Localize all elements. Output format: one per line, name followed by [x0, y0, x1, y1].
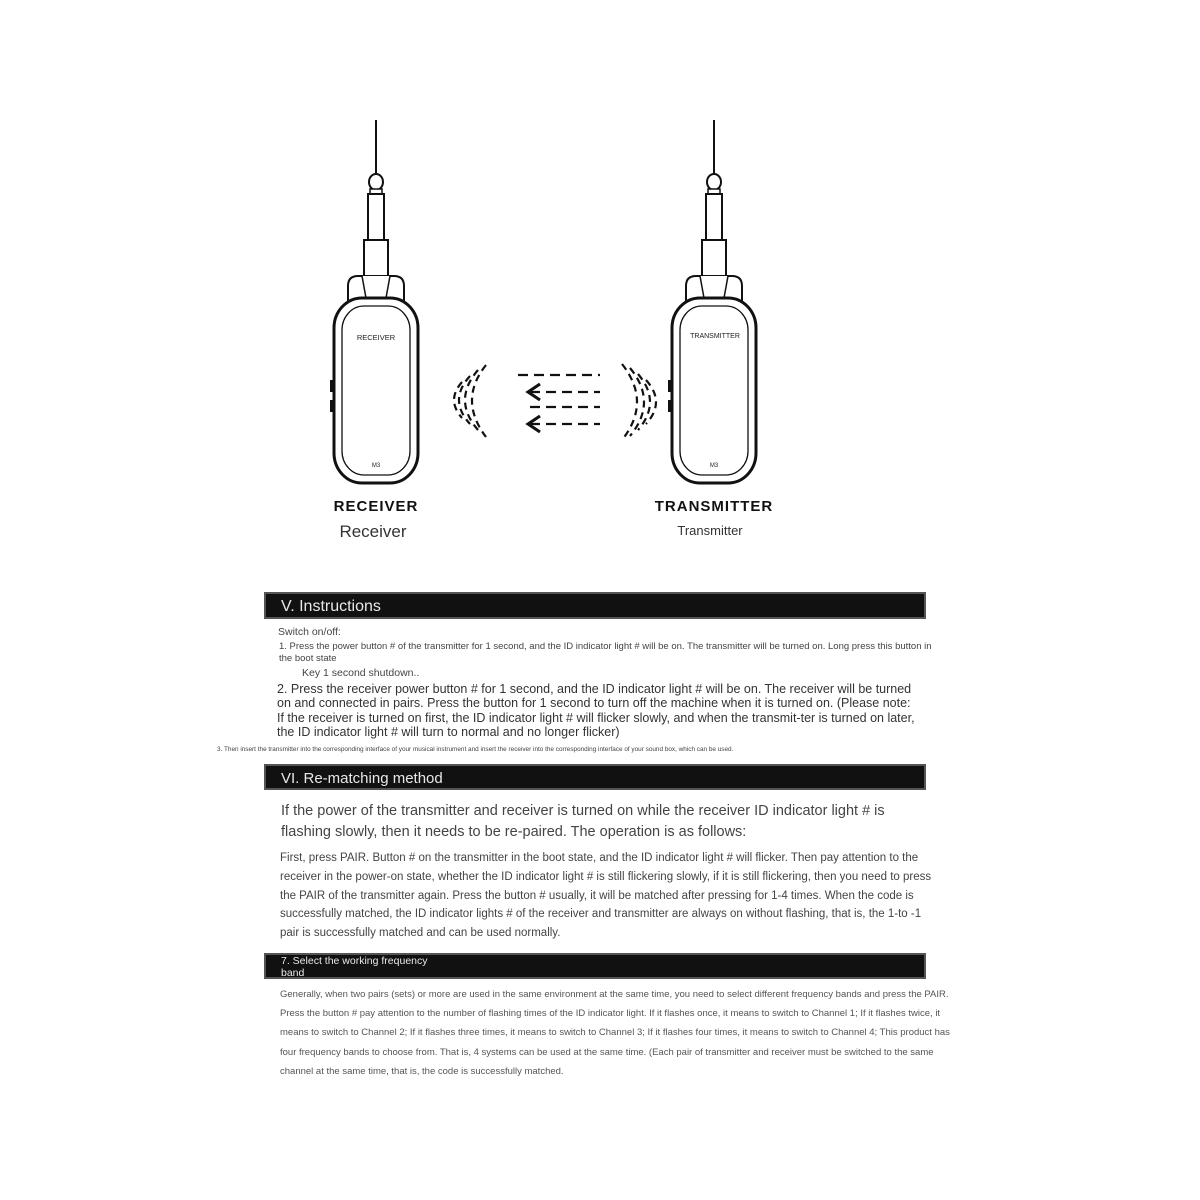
transmitter-sublabel: Transmitter: [677, 523, 743, 538]
transmitter-id-mark: M3: [709, 463, 719, 469]
step3-text: 3. Then insert the transmitter into the corresponding interface of your musical instrument and insert the receiver into the corresponding interface of your sound box, which can be used.: [217, 746, 734, 753]
receiver-device: [330, 120, 418, 483]
section7-heading-text: 7. Select the working frequency band: [281, 955, 428, 979]
receiver-signal-waves: [454, 365, 486, 437]
section7-heading: [264, 953, 926, 979]
transmitter-label: TRANSMITTER: [654, 498, 774, 515]
receiver-id-mark: M3: [371, 463, 381, 469]
section5-heading: V. Instructions: [264, 592, 926, 619]
step2-text: 2. Press the receiver power button # for 1 second, and the ID indicator light # will be on. The receiver will be turned on and connected in pairs. Press the button for 1 second to turn off the machine when it is turned on. (Please note: If the receiver is turned on first, the ID indicator light # will flicker slowly, and when the transmit-ter is turned on later, the ID indicator light # will turn to normal and no longer flicker): [277, 682, 915, 740]
receiver-label: RECEIVER: [333, 498, 419, 515]
step1-text: 1. Press the power button # of the transmitter for 1 second, and the ID indicator light # will be on. The transmitter will be turned on. Long press this button in the boot state: [279, 641, 932, 664]
section6-heading: VI. Re-matching method: [264, 764, 926, 790]
section7-body: Generally, when two pairs (sets) or more are used in the same environment at the same time, you need to select different frequency bands and press the PAIR. Press the button # pay attention to the number of flashing times of the ID indicator light. If it flashes once, it means to switch to Channel 1; If it flashes twice, it means to switch to Channel 2; If it flashes three times, it means to switch to Channel 3; If it flashes four times, it means to switch to Channel 4; This product has four frequency bands to choose from. That is, 4 systems can be used at the same time. (Each pair of transmitter and receiver must be switched to the same channel at the same time, that is, the code is successfully matched.: [280, 989, 950, 1077]
receiver-sublabel: Receiver: [339, 522, 407, 541]
step1-note: Key 1 second shutdown..: [302, 667, 420, 679]
transmitter-device: [668, 120, 756, 483]
switch-title: Switch on/off:: [278, 626, 341, 638]
section6-body: First, press PAIR. Button # on the transmitter in the boot state, and the ID indicator light # will flicker. Then pay attention to the receiver in the power-on state, whether the ID indicator light # is still flickering slowly, if it is still flickering, then you need to press the PAIR of the transmitter again. Press the button # usually, it will be matched after pressing for 1-4 times. When the code is successfully matched, the ID indicator lights # of the receiver and transmitter are always on without flashing, that is, the 1-to -1 pair is successfully matched and can be used normally.: [280, 852, 932, 940]
signal-arrows: [518, 375, 600, 432]
transmitter-body-text: TRANSMITTER: [690, 333, 740, 340]
receiver-body-text: RECEIVER: [356, 333, 396, 342]
transmitter-signal-waves: [622, 364, 656, 440]
devices-illustration: [0, 0, 1200, 560]
section6-intro: If the power of the transmitter and receiver is turned on while the receiver ID indicator light # is flashing slowly, then it needs to be re-paired. The operation is as follows:: [281, 803, 885, 840]
